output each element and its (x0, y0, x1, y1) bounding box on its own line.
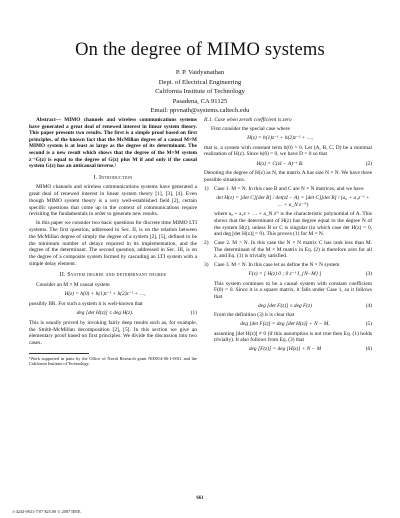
case-3-text-2: This system continues to be a causal system with constant coefficient F(0) = 0. Since it is a square matrix, it falls under Case 1, so it follows that (214, 280, 372, 300)
author-city: Pasadena, CA 91125 (172, 97, 228, 105)
list-number: 2) (204, 240, 209, 247)
equation-h-series (29, 291, 197, 298)
equation-6 (214, 346, 372, 353)
author-email: Email: ppvnath@systems.caltech.edu (150, 107, 250, 115)
equation-det (214, 195, 372, 208)
case-1-text-2: where a₀ + a₁z + … + a_N zᴺ is the characteristic polynomial of A. This shows that the determinant of H(z) has degree equal to the degree N of the system H(z), unless B or C is singular (in which case det H(z) = 0, and deg [det H(z)] = 0). This proves (1) for M = N. (214, 211, 372, 238)
case-3-text-3: From the definition (3) it is clear that (214, 312, 295, 319)
footnote-rule (29, 353, 89, 354)
case-3-text-4: assuming [det H(z)] ≠ 0 (if this assumption is not true then Eq. (1) holds trivially). It also follows from Eq. (3) that (214, 330, 372, 344)
equation-number: (6) (365, 346, 372, 353)
equation-body: H(z) = C(zI − A)⁻¹ B. (256, 160, 304, 167)
equation-number: (5) (365, 321, 372, 328)
abstract: Abstract— MIMO channels and wireless communications systems have generated a great deal of renewed interest in linear system theory. This paper presents two results. The first is a simple proof based on first principles, of the known fact that the McMillan degree of a causal M×M MIMO system is at least as large as the degree of its determinant. The second is a new result which shows that the degree of the M×M system z⁻¹G(z) is equal to the degree of G(z) plus M if and only if the causal system G(z) has an anticausal inverse.¹ (29, 117, 197, 170)
copyright-line: 1-4244-0921-7/07 $25.00 © 2007 IEEE. (12, 509, 82, 514)
equation-number: (1) (190, 310, 197, 317)
equation-body: deg [det H(z)] ≤ deg H(z). (76, 310, 134, 317)
right-paragraph-3: Denoting the degree of H(z) as N, the matrix A has size N × N. We have three possible situations. (204, 170, 372, 183)
sec2-paragraph-3: This is usually proved by invoking fairly deep results such as, for example, the Smith-McMillan decomposition [2], [5]. In this section we give an elementary proof based on first principles. We divide the discussion into two cases. (29, 319, 197, 347)
list-number: 3) (204, 262, 209, 269)
left-column (29, 117, 197, 367)
equation-3 (214, 271, 372, 278)
list-item-case-2 (204, 240, 372, 260)
intro-paragraph-2: In this paper we consider two basic questions for discrete time MIMO LTI systems. The first question, addressed in Sec. II, is on the relation between the McMillan degree of simply the degree of a system [2], [5], defined to be the minimum number of delays required in its implementation, and the degree of the determinant. The second question, addressed in Sec. III, is on the degree of a composite system formed by cascading an LTI system with a simple delay element. (29, 220, 197, 267)
right-column (204, 117, 372, 358)
author-institution: California Institute of Technology (155, 88, 245, 96)
page-number: 661 (196, 496, 204, 501)
equation-body: H(z) = h(1)z⁻¹ + h(2)z⁻² + …, (247, 134, 313, 141)
equation-h-strict (204, 135, 372, 142)
equation-2 (204, 161, 372, 168)
sec2-paragraph-2: possibly IIR. For such a system it is well-known that (29, 301, 143, 307)
equation-body: deg [det F(z)] = deg [det H(z)] + N − M, (240, 321, 330, 328)
equation-number: (3) (365, 270, 372, 277)
list-item-case-3 (204, 262, 372, 356)
right-paragraph-1: First consider the special case where (211, 125, 290, 132)
section-heading-system-degree: II. System degree and determinant degree (59, 272, 167, 279)
case-3-text: Case 3. M < N. In this case let us define the N × N system (214, 262, 340, 269)
sec2-paragraph-1: Consider an M × M causal system (36, 282, 110, 289)
footnote: ¹Work supported in parts by the Office of Naval Research grant N00014-06-1-0011 and the California Institute of Technology. (29, 355, 197, 367)
equation-body: deg [det F(z)] ≤ deg F(z) (257, 302, 312, 309)
author-block (0, 68, 400, 116)
equation-body: F(z) = [ H(z) 0 ; 0 z⁻¹ I_{N−M} ] (248, 270, 322, 277)
list-number: 1) (204, 186, 209, 193)
equation-body: H(z) = h(0) + h(1)z⁻¹ + h(2)z⁻² + …, (64, 291, 146, 298)
equation-5 (214, 321, 372, 328)
author-name: P. P. Vaidyanathan (175, 69, 225, 76)
equation-body: det H(z) = [det C][det B] / det(zI − A) = [det C][det B] / (a₀ + a₁z⁻¹ + … + a_N z⁻ᴺ) (216, 194, 370, 208)
equation-body: deg [F(z)] = deg [H(z)] + N − M (248, 346, 322, 353)
equation-1 (29, 310, 197, 317)
list-item-case-1 (204, 186, 372, 238)
case-1-text: Case 1. M = N. In this case B and C are N × N matrices, and we have (214, 186, 364, 193)
equation-4 (214, 303, 372, 310)
intro-paragraph-1: MIMO channels and wireless communications systems have generated a great deal of renewed interest in linear system theory [1], [3], [4]. Even though MIMO system theory is a very well-established field [2], certain specific questions that come up in the context of communications require revisiting the fundamentals in order to generate new results. (29, 184, 197, 218)
equation-number: (4) (365, 302, 372, 309)
subsection-heading: II.1. Case when zeroth coefficient is zero (204, 117, 292, 123)
paper-title: On the degree of MIMO systems (75, 40, 325, 60)
right-paragraph-2: that is, a system with constant term h(0) = 0. Let (A, B, C, D) be a minimal realization of H(z). Since h(0) = 0, we have D = 0 so that (204, 144, 372, 158)
section-heading-introduction: I. Introduction (93, 174, 133, 181)
equation-number: (2) (365, 160, 372, 167)
case-2-text: Case 2. M > N. In this case the N × N matrix C has rank less than M. The determinant of the M × M matrix in Eq. (2) is therefore zero for all z, and Eq. (1) is trivially satisfied. (214, 240, 372, 260)
author-dept: Dept. of Electrical Engineering (158, 78, 242, 86)
